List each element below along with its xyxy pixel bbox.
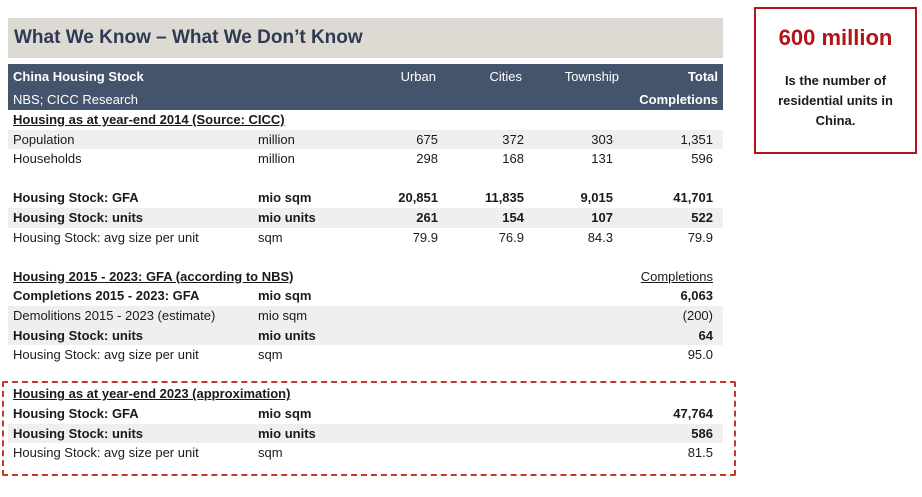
row-label: Housing 2015 - 2023: GFA (according to NBS) [13, 268, 294, 284]
cell-township: 131 [591, 151, 613, 167]
table-row [8, 286, 723, 306]
table-header [8, 64, 723, 110]
row-unit: mio sqm [258, 307, 308, 323]
section-header-row [8, 110, 723, 130]
cell-total: 586 [691, 425, 713, 441]
callout-figure: 600 million [778, 25, 893, 50]
cell-total: 596 [691, 151, 713, 167]
cell-total: 64 [698, 327, 713, 343]
page-title: What We Know – What We Don’t Know [8, 18, 723, 58]
table-row [8, 208, 723, 228]
cell-total: 1,351 [680, 131, 713, 147]
row-unit: million [258, 131, 295, 147]
row-unit: mio units [258, 327, 316, 343]
header-col-township: Township [564, 69, 619, 84]
row-unit: sqm [258, 347, 283, 363]
row-label: Housing Stock: avg size per unit [13, 445, 199, 461]
cell-total: 95.0 [687, 347, 713, 363]
table-row [8, 228, 723, 248]
row-label: Demolitions 2015 - 2023 (estimate) [13, 307, 216, 323]
row-label: Housing as at year-end 2014 (Source: CICC) [13, 112, 285, 127]
row-label: Housing as at year-end 2023 (approximation) [13, 386, 291, 402]
cell-urban: 261 [416, 209, 438, 225]
cell-total: 522 [691, 209, 713, 225]
row-label: Completions 2015 - 2023: GFA [13, 288, 200, 304]
spacer-row [8, 247, 723, 267]
cell-cities: 168 [502, 151, 524, 167]
cell-township: 303 [591, 131, 613, 147]
row-unit: mio sqm [258, 190, 312, 206]
cell-total: 41,701 [673, 190, 713, 206]
cell-total: 47,764 [673, 405, 713, 421]
header-col-completions: Completions [639, 92, 718, 107]
table-row [8, 326, 723, 346]
row-label: Housing Stock: avg size per unit [13, 347, 199, 363]
table-row [8, 149, 723, 169]
row-unit: mio units [258, 209, 316, 225]
row-label: Housing Stock: units [13, 327, 143, 343]
row-unit: sqm [258, 229, 283, 245]
highlight-box-2023 [2, 381, 736, 476]
cell-total: 6,063 [680, 288, 713, 304]
row-label: Population [13, 131, 75, 147]
row-label: Housing Stock: units [13, 425, 143, 441]
cell-cities: 154 [502, 209, 524, 225]
row-label: Housing Stock: avg size per unit [13, 229, 199, 245]
row-unit: mio sqm [258, 405, 312, 421]
row-unit: million [258, 151, 295, 167]
callout-text: Is the number of residential units in China. [778, 73, 893, 128]
header-source: NBS; CICC Research [13, 92, 138, 107]
table-row [8, 130, 723, 150]
cell-cities: 372 [502, 131, 524, 147]
cell-township: 107 [591, 209, 613, 225]
cell-urban: 298 [416, 151, 438, 167]
cell-total: 81.5 [687, 445, 713, 461]
cell-total: (200) [682, 307, 713, 323]
cell-urban: 20,851 [398, 190, 438, 206]
row-label: Housing Stock: GFA [13, 190, 139, 206]
row-unit: mio sqm [258, 288, 312, 304]
row-label: Housing Stock: GFA [13, 405, 139, 421]
table-row [8, 306, 723, 326]
row-unit: sqm [258, 445, 283, 461]
table-row [8, 345, 723, 365]
header-col-total: Total [687, 69, 718, 84]
cell-cities: 76.9 [498, 229, 524, 245]
cell-total: 79.9 [687, 229, 713, 245]
cell-cities: 11,835 [484, 190, 524, 206]
row-label: Housing Stock: units [13, 209, 143, 225]
callout-box [754, 7, 917, 154]
cell-urban: 79.9 [412, 229, 438, 245]
row-label: Households [13, 151, 82, 167]
cell-township: 84.3 [587, 229, 613, 245]
header-col-urban: Urban [400, 69, 436, 84]
section-header-row [8, 267, 723, 287]
completions-label: Completions [640, 268, 713, 284]
row-unit: mio units [258, 425, 316, 441]
cell-urban: 675 [416, 131, 438, 147]
header-title: China Housing Stock [13, 69, 144, 84]
cell-township: 9,015 [580, 190, 613, 206]
header-col-cities: Cities [489, 69, 522, 84]
table-row [8, 188, 723, 208]
spacer-row [8, 169, 723, 189]
